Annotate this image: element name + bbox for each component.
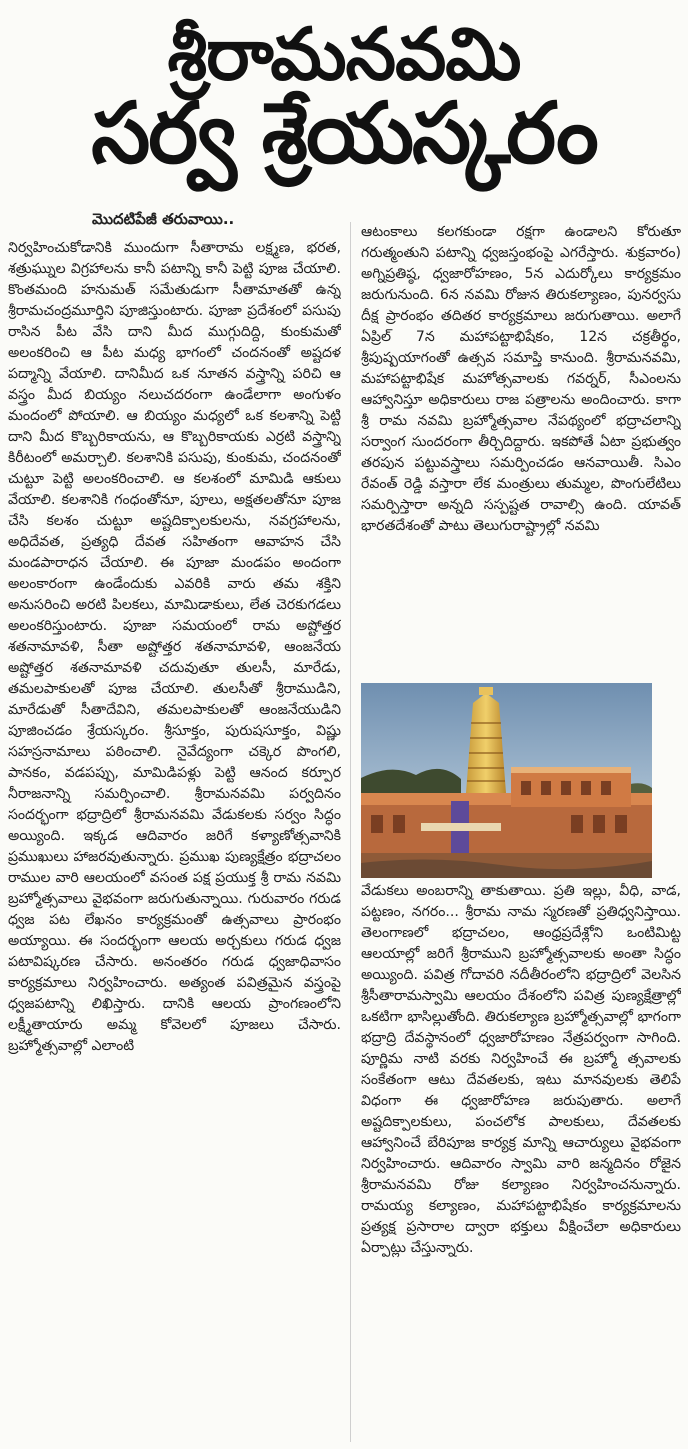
article-column-left [8, 238, 341, 1438]
headline-line-1: శ్రీరామనవమి [167, 12, 521, 96]
article-column-right-top [361, 222, 681, 670]
headline [0, 12, 688, 183]
temple-illustration [361, 683, 652, 878]
headline-line-2: సర్వ శ్రేయస్కరం [91, 84, 597, 183]
temple-photo [361, 683, 652, 878]
article-column-right-bottom [361, 881, 681, 1441]
article-text-right-top: ఆటంకాలు కలగకుండా రక్షగా ఉండాలని కోరుతూ గరుత్మంతుని పటాన్ని ధ్వజస్తంభంపై ఎగరేస్తారు. శుక్రవారం) అగ్నిప్రతిష్ఠ, ధ్వజారోహణం, 5న ఎదుర్కోలు కార్యక్రమం జరుగునుంది. 6న నవమి రోజున తిరుకల్యాణం, పునర్వసు దీక్ష ప్రారంభం తదితర కార్యక్రమాలు జరుగుతాయి. అలాగే ఏప్రిల్ 7న మహాపట్టాభిషేకం, 12న చక్రతీర్థం, శ్రీపుష్పయాగంతో ఉత్సవ సమాప్తి కానుంది. శ్రీరామనవమి, మహాపట్టాభిషేక మహోత్సవాలకు గవర్నర్, సీఎంలను ఆహ్వానిస్తూ అధికారులు రాజ పత్రాలను అందించారు. కాగా శ్రీ రామ నవమి బ్రహ్మోత్సవాల నేపథ్యంలో భద్రాచలాన్ని సర్వాంగ సుందరంగా తీర్చిదిద్దారు. ఇకపోతే ఏటా ప్రభుత్వం తరపున పట్టువస్త్రాలు సమర్పించడం ఆనవాయితీ. సిఎం రేవంత్ రెడ్డి వస్తారా లేక మంత్రులు తుమ్మల, పొంగులేటిలు సమర్పిస్తారా అన్నది సస్పష్టత రావాల్సి ఉంది. యావత్ భారతదేశంతో పాటు తెలుగురాష్ట్రాల్లో నవమి [361, 224, 681, 534]
column-divider [350, 222, 351, 1442]
article-text-right-bottom: వేడుకలు అంబరాన్ని తాకుతాయి. ప్రతి ఇల్లు, వీధి, వాడ, పట్టణం, నగరం... శ్రీరామ నామ స్మరణతో ప్రతిధ్వనిస్తాయి. తెలంగాణలో భద్రాచలం, ఆంధ్రప్రదేశ్లోని ఒంటిమిట్ట ఆలయాల్లో జరిగే శ్రీరాముని బ్రహ్మోత్సవాలకు అంతా సిద్ధం అయ్యింది. పవిత్ర గోదావరి నదీతీరంలోని భద్రాద్రిలో వెలసిన శ్రీసీతారామస్వామి ఆలయం దేశంలోని పవిత్ర పుణ్యక్షేత్రాల్లో ఒకటిగా భాసిల్లుతోంది. తిరుకల్యాణ బ్రహ్మోత్సవాల్లో భాగంగా భద్రాద్రి దేవస్థానంలో ధ్వజారోహణం నేత్రపర్వంగా సాగింది. పూర్ణిమ నాటి వరకు నిర్వహించే ఈ బ్రహ్మో త్సవాలకు సంకేతంగా ఆటు దేవతలకు, ఇటు మానవులకు తెలిపే విధంగా ఈ ధ్వజారోహణ జరుపుతారు. అలాగే అష్టదిక్పాలకులు, పంచలోక పాలకులు, దేవతలకు ఆహ్వానించే బేరిపూజ కార్యక్ర మాన్ని ఆచార్యులు వైభవంగా నిర్వహించారు. ఆదివారం స్వామి వారి జన్మదినం రోజైన శ్రీరామనవమి రోజు కల్యాణం నిర్వహించనున్నారు. రామయ్య కల్యాణం, మహాపట్టాభిషేకం కార్యక్రమాలను ప్రత్యక్ష ప్రసారాల ద్వారా భక్తులు వీక్షించేలా అధికారులు ఏర్పాట్లు చేస్తున్నారు. [361, 883, 681, 1256]
continuation-note: మొదటిపేజీ తరువాయి.. [92, 210, 235, 228]
article-text-left: నిర్వహించుకోడానికి ముందుగా సీతారామ లక్ష్మణ, భరత, శత్రుఘ్నుల విగ్రహాలను కానీ పటాన్ని కానీ పెట్టి పూజ చేయాలి. కొంతమంది హనుమత్ సమేతుడుగా సీతామాతతో ఉన్న శ్రీరామచంద్రమూర్తిని పూజిస్తుంటారు. పూజా ప్రదేశంలో పసుపు రాసిన పీట వేసి దాని మీద ముగ్గుదిద్ది, కుంకుమతో అలంకరించి ఆ పీట మధ్య భాగంలో చందనంతో అష్టదళ పద్మాన్ని వేయాలి. దానిమీద ఒక నూతన వస్త్రాన్ని పరిచి ఆ వస్త్రం మీద బియ్యం నలుచదరంగా ఉండేలాగా అంగుళం మందంలో పోయాలి. ఆ బియ్యం మధ్యలో ఒక కలశాన్ని పెట్టి దాని మీద కొబ్బరికాయను, ఆ కొబ్బరికాయకు ఎర్రటి వస్త్రాన్ని కిరీటంలో అమర్చాలి. కలశానికి పసుపు, కుంకుమ, చందనంతో చుట్టూ పెట్టి అలంకరించాలి. ఆ కలశంలో మామిడి ఆకులు వేయాలి. కలశానికి గంధంతోనూ, పూలు, అక్షతలతోనూ పూజ చేసి కలశం చుట్టూ అష్టదిక్పాలకులను, నవగ్రహాలను, అధిదేవత, ప్రత్యధి దేవత సహితంగా ఆవాహన చేసి మండపారాధన చేయాలి. ఈ పూజా మండపం అందంగా అలంకారంగా ఉండేందుకు ఎవరికి వారు తమ శక్తిని అనుసరించి అరటి పిలకలు, మామిడాకులు, లేత చెరకుగడలు అలంకరిస్తుంటారు. పూజా సమయంలో రామ అష్టోత్తర శతనామావళి, సీతా అష్టోత్తర శతనామావళి, ఆంజనేయ అష్టోత్తర శతనామావళి చదువుతూ తులసీ, మారేడు, తమలపాకులతో పూజ చేయాలి. తులసీతో శ్రీరాముడిని, మారేడుతో సీతాదేవిని, తమలపాకులతో ఆంజనేయుడిని పూజించడం శ్రేయస్కరం. శ్రీసూక్తం, పురుషసూక్తం, విష్ణు సహస్రనామాలు పఠించాలి. నైవేద్యంగా చక్కెర పొంగలి, పానకం, వడపప్పు, మామిడిపళ్లు పెట్టి ఆనంద కర్పూర నీరాజనాన్ని సమర్పించాలి. శ్రీరామనవమి పర్వదినం సందర్భంగా భద్రాద్రిలో శ్రీరామనవమి వేడుకలకు సర్వం సిద్ధం అయ్యింది. ఇక్కడ ఆదివారం జరిగే కళ్యాణోత్సవానికి ప్రముఖులు హాజరవుతున్నారు. ప్రముఖ పుణ్యక్షేత్రం భద్రాచలం రాముల వారి ఆలయంలో వసంత పక్ష ప్రయుక్త శ్రీ రామ నవమి బ్రహ్మోత్సవాలు వైభవంగా జరుగుతున్నాయి. గురువారం గరుడ ధ్వజ పట లేఖనం కార్యక్రమంతో ఉత్సవాలు ప్రారంభం అయ్యాయి. ఈ సందర్భంగా ఆలయ అర్చకులు గరుడ ధ్వజ పటావిష్కరణ చేసారు. అనంతరం గరుడ ధ్వజాధివాసం కార్యక్రమాలు నిర్వహించారు. అత్యంత పవిత్రమైన వస్త్రంపై ధ్వజపటాన్ని లిఖిస్తారు. దానికి ఆలయ ప్రాంగణంలోని లక్ష్మీతాయారు అమ్మ కోవెలలో పూజలు చేసారు. బ్రహ్మోత్సవాల్లో ఎలాంటి [8, 240, 341, 1054]
